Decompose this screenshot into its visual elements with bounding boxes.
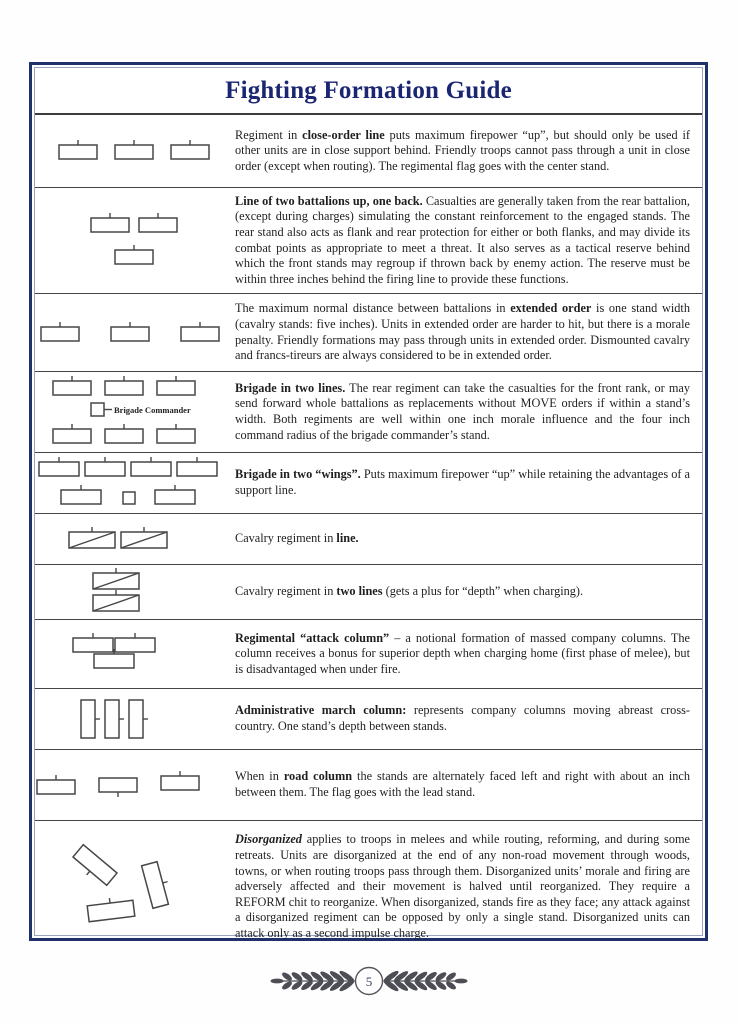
formation-row-road-column: [35, 750, 702, 821]
road-column-diagram: [35, 762, 235, 808]
text-segment: Cavalry regiment in: [235, 584, 337, 599]
cavalry-regiment-in-two-lines-text-cell: [235, 580, 702, 604]
close-order-line-text-cell: [235, 124, 702, 179]
extended-order-description: [235, 301, 690, 363]
text-segment: Casualties are generally taken from the rear battalion, (except during charges) simulating the constant reinforcement to the engaged stands. The rear stand also acts as flank and rear protection for either or both flanks, and may divide its combat points as appropriate to meet a threat. It also serves as a tactical reserve behind which the front stands may regroup if thrown back by enemy action. The reserve must be within three inches behind the firing line to provide these functions.: [235, 193, 690, 286]
formation-row-brigade-in-two-lines: [35, 372, 702, 453]
formation-row-extended-order: [35, 294, 702, 372]
page-title: Fighting Formation Guide: [225, 76, 512, 104]
close-order-line-diagram: [35, 129, 235, 173]
text-segment: Cavalry regiment in: [235, 531, 337, 546]
text-segment: Brigade in two lines.: [235, 380, 346, 395]
text-segment: two lines: [336, 584, 383, 599]
extended-order-diagram-cell: [35, 311, 235, 355]
regimental-attack-column-text-cell: [235, 627, 702, 682]
text-segment: The maximum normal distance between battalions in: [235, 301, 511, 316]
text-segment: (gets a plus for “depth” when charging).: [382, 584, 584, 599]
brigade-in-two-lines-description: [235, 381, 690, 443]
brigade-in-two-wings-diagram: [35, 454, 235, 512]
cavalry-regiment-in-line-text-cell: [235, 527, 702, 551]
text-segment: Disorganized: [235, 832, 302, 847]
page-border-outer: [29, 62, 708, 941]
road-column-diagram-cell: [35, 762, 235, 808]
disorganized-diagram: [35, 835, 235, 939]
administrative-march-column-description: [235, 703, 690, 734]
administrative-march-column-diagram: [35, 693, 235, 745]
regimental-attack-column-description: [235, 631, 690, 678]
text-segment: – a notional formation of massed company columns. The column receives a bonus for superior depth when charging home (first phase of melee), but is disadvantaged when under fire.: [235, 630, 690, 676]
two-battalions-up-one-back-diagram: [35, 206, 235, 276]
page-border-inner: [34, 67, 703, 940]
text-segment: applies to troops in melees and while routing, reforming, and during some retreats. Units are disorganized at the end of any non-road movement through woods, towns, or when routing troops pass through them. Disorganized units’ morale and firing are adversely affected and their movement is halved until reorganized. They require a REFORM chit to reorganize. When disorganized, stands fire as they face; any attack against a disorganized regiment can be opposed by only a single stand. Disorganized units can attack only as a second impulse charge.: [235, 832, 690, 940]
text-segment: The rear regiment can take the casualties for the front rank, or may send forward whole battalions as replacements without MOVE orders if within a stand’s width. Both regiments are well within one inch morale influence and the four inch command radius of the brigade commander’s stand.: [235, 380, 690, 442]
text-segment: Administrative march column:: [235, 703, 407, 718]
text-segment: line.: [336, 531, 359, 546]
road-column-text-cell: [235, 765, 702, 804]
disorganized-description: [235, 832, 690, 941]
formation-row-brigade-in-two-wings: [35, 453, 702, 514]
regimental-attack-column-diagram: [35, 630, 235, 678]
text-segment: close-order line: [302, 127, 385, 142]
text-segment: is one stand width (cavalry stands: five inches). Units in extended order are harder to hit, but there is a morale penalty. Friendly formations may pass through units in extended order. Dismounted cavalry and francs-tireurs are always considered to be in extended order.: [235, 301, 690, 363]
text-segment: the stands are alternately faced left and right with about an inch between them. The flag goes with the lead stand.: [235, 769, 691, 799]
close-order-line-diagram-cell: [35, 129, 235, 173]
text-segment: Regimental “attack column”: [235, 630, 390, 645]
administrative-march-column-diagram-cell: [35, 693, 235, 745]
brigade-in-two-lines-text-cell: [235, 377, 702, 447]
laurel-page-number-icon: [264, 958, 474, 1004]
text-segment: extended order: [510, 301, 592, 316]
text-segment: road column: [283, 769, 353, 784]
two-battalions-up-one-back-diagram-cell: [35, 206, 235, 276]
text-segment: Line of two battalions up, one back.: [235, 193, 423, 208]
text-segment: Puts maximum firepower “up” while retaining the advantages of a support line.: [235, 467, 691, 497]
cavalry-regiment-in-line-diagram: [35, 520, 235, 558]
text-segment: Brigade in two “wings”.: [235, 467, 361, 482]
brigade-in-two-wings-text-cell: [235, 463, 702, 502]
text-segment: puts maximum firepower “up”, but should only be used if other units are in close support behind. Friendly troops cannot pass through a unit in close order (except when routing). The regimental flag goes with the center stand.: [235, 127, 690, 173]
page-number: 5: [365, 974, 373, 989]
formation-row-disorganized: [35, 821, 702, 953]
laurel-left-branch: [271, 969, 356, 993]
page-title-row: [35, 68, 702, 115]
close-order-line-description: [235, 128, 690, 175]
formation-row-two-battalions-up-one-back: [35, 188, 702, 294]
formation-row-regimental-attack-column: [35, 620, 702, 689]
formation-row-administrative-march-column: [35, 689, 702, 750]
cavalry-regiment-in-two-lines-diagram: [35, 565, 235, 619]
brigade-in-two-lines-diagram: [35, 373, 235, 451]
cavalry-regiment-in-two-lines-diagram-cell: [35, 565, 235, 619]
administrative-march-column-text-cell: [235, 699, 702, 738]
formation-row-cavalry-regiment-in-line: [35, 514, 702, 565]
brigade-in-two-wings-diagram-cell: [35, 454, 235, 512]
extended-order-text-cell: [235, 297, 702, 367]
text-segment: Regiment in: [235, 127, 303, 142]
road-column-description: [235, 769, 690, 800]
laurel-right-branch: [382, 969, 467, 993]
extended-order-diagram: [35, 311, 235, 355]
formation-row-close-order-line: [35, 115, 702, 188]
regimental-attack-column-diagram-cell: [35, 630, 235, 678]
brigade-commander-label: Brigade Commander: [114, 405, 191, 415]
cavalry-regiment-in-two-lines-description: [235, 584, 583, 600]
text-segment: represents company columns moving abreast cross-country. One stand’s depth between stands.: [235, 703, 690, 733]
disorganized-diagram-cell: [35, 835, 235, 939]
brigade-in-two-wings-description: [235, 467, 690, 498]
formation-row-cavalry-regiment-in-two-lines: [35, 565, 702, 620]
text-segment: When in: [235, 769, 284, 784]
cavalry-regiment-in-line-diagram-cell: [35, 520, 235, 558]
cavalry-regiment-in-line-description: [235, 531, 359, 547]
formation-rows: [35, 115, 702, 953]
two-battalions-up-one-back-text-cell: [235, 190, 702, 292]
two-battalions-up-one-back-description: [235, 194, 690, 288]
brigade-in-two-lines-diagram-cell: [35, 373, 235, 451]
footer-ornament: [0, 958, 738, 1004]
disorganized-text-cell: [235, 828, 702, 945]
